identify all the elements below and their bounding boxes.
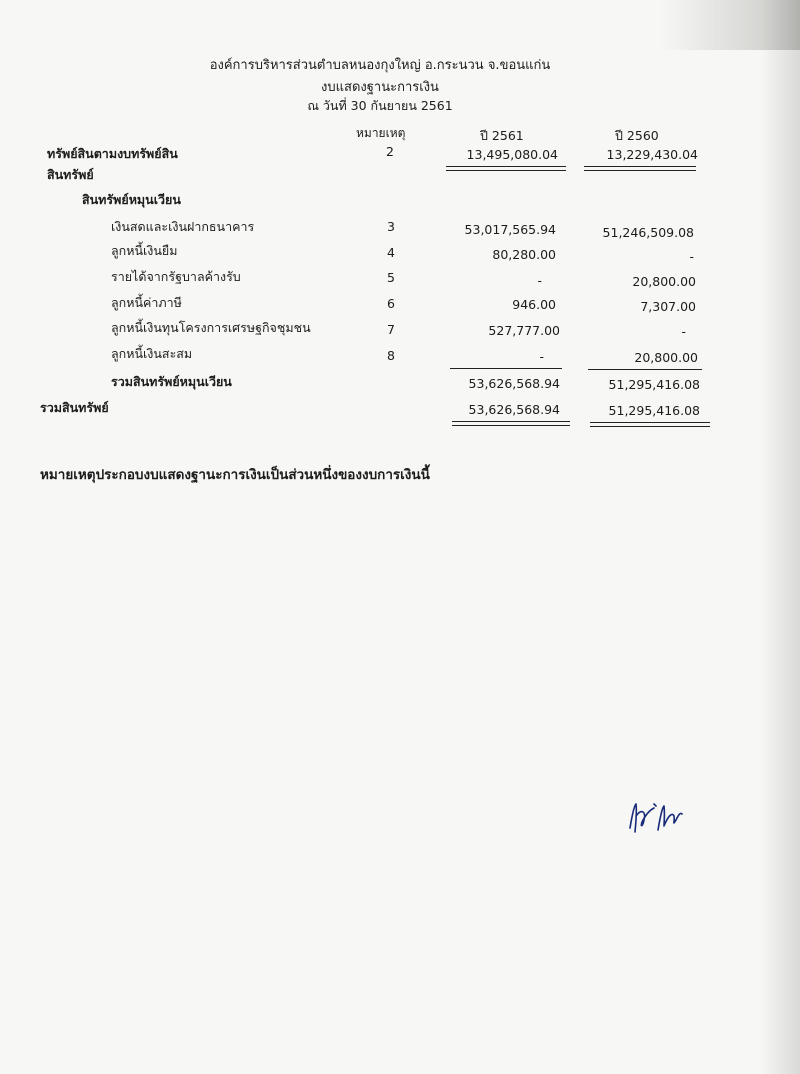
footnote: หมายเหตุประกอบงบแสดงฐานะการเงินเป็นส่วนหนึ่งของงบการเงินนี้ — [40, 467, 430, 483]
line-item-label: รายได้จากรัฐบาลค้างรับ — [111, 269, 241, 284]
line-item-2561: 53,017,565.94 — [464, 222, 556, 237]
line-item-2561: - — [537, 273, 542, 288]
total-assets-2560: 51,295,416.08 — [608, 403, 700, 418]
double-underline — [452, 425, 570, 426]
column-header-2561: ปี 2561 — [480, 128, 524, 143]
line-item-2561: 527,777.00 — [488, 323, 560, 338]
handwritten-signature — [624, 798, 694, 842]
double-underline — [590, 426, 710, 427]
line-item-2561: 946.00 — [512, 297, 556, 312]
line-item-note: 4 — [387, 245, 395, 260]
total-current-assets-label: รวมสินทรัพย์หมุนเวียน — [111, 374, 232, 389]
line-item-note: 7 — [387, 322, 395, 337]
line-item-2560: 20,800.00 — [634, 350, 698, 365]
section-heading-current-assets: สินทรัพย์หมุนเวียน — [82, 192, 181, 207]
statement-date: ณ วันที่ 30 กันยายน 2561 — [307, 98, 453, 113]
column-header-note: หมายเหตุ — [356, 126, 406, 140]
double-underline — [446, 170, 566, 171]
double-underline — [446, 166, 566, 167]
double-underline — [584, 170, 696, 171]
line-item-label: เงินสดและเงินฝากธนาคาร — [111, 219, 255, 234]
page-edge-shadow-right — [760, 0, 800, 1074]
line-item-label: ลูกหนี้เงินยืม — [111, 243, 178, 258]
row-value-2560-fixed-assets: 13,229,430.04 — [606, 147, 698, 162]
total-assets-2561: 53,626,568.94 — [468, 402, 560, 417]
line-item-2560: 20,800.00 — [632, 274, 696, 289]
row-note-fixed-assets: 2 — [386, 144, 394, 159]
subtotal-underline — [588, 369, 702, 370]
line-item-2560: 51,246,509.08 — [602, 225, 694, 240]
section-heading-assets: สินทรัพย์ — [47, 167, 94, 182]
line-item-label: ลูกหนี้เงินสะสม — [111, 346, 193, 361]
line-item-2561: 80,280.00 — [492, 247, 556, 262]
line-item-2560: - — [681, 324, 686, 339]
statement-title: งบแสดงฐานะการเงิน — [321, 80, 439, 95]
line-item-note: 6 — [387, 296, 395, 311]
row-value-2561-fixed-assets: 13,495,080.04 — [466, 147, 558, 162]
row-label-fixed-assets: ทรัพย์สินตามงบทรัพย์สิน — [47, 146, 178, 161]
line-item-label: ลูกหนี้ค่าภาษี — [111, 295, 182, 310]
line-item-note: 3 — [387, 219, 395, 234]
subtotal-underline — [450, 368, 562, 369]
line-item-2560: 7,307.00 — [640, 299, 696, 314]
double-underline — [584, 166, 696, 167]
org-title: องค์การบริหารส่วนตำบลหนองกุงใหญ่ อ.กระนวน จ.ขอนแก่น — [209, 58, 551, 73]
column-header-2560: ปี 2560 — [615, 128, 659, 143]
double-underline — [452, 421, 570, 422]
line-item-2561: - — [539, 349, 544, 364]
total-current-assets-2561: 53,626,568.94 — [468, 376, 560, 391]
double-underline — [590, 422, 710, 423]
total-assets-label: รวมสินทรัพย์ — [40, 400, 109, 415]
line-item-2560: - — [689, 249, 694, 264]
line-item-note: 8 — [387, 348, 395, 363]
line-item-label: ลูกหนี้เงินทุนโครงการเศรษฐกิจชุมชน — [111, 320, 311, 335]
line-item-note: 5 — [387, 270, 395, 285]
total-current-assets-2560: 51,295,416.08 — [608, 377, 700, 392]
